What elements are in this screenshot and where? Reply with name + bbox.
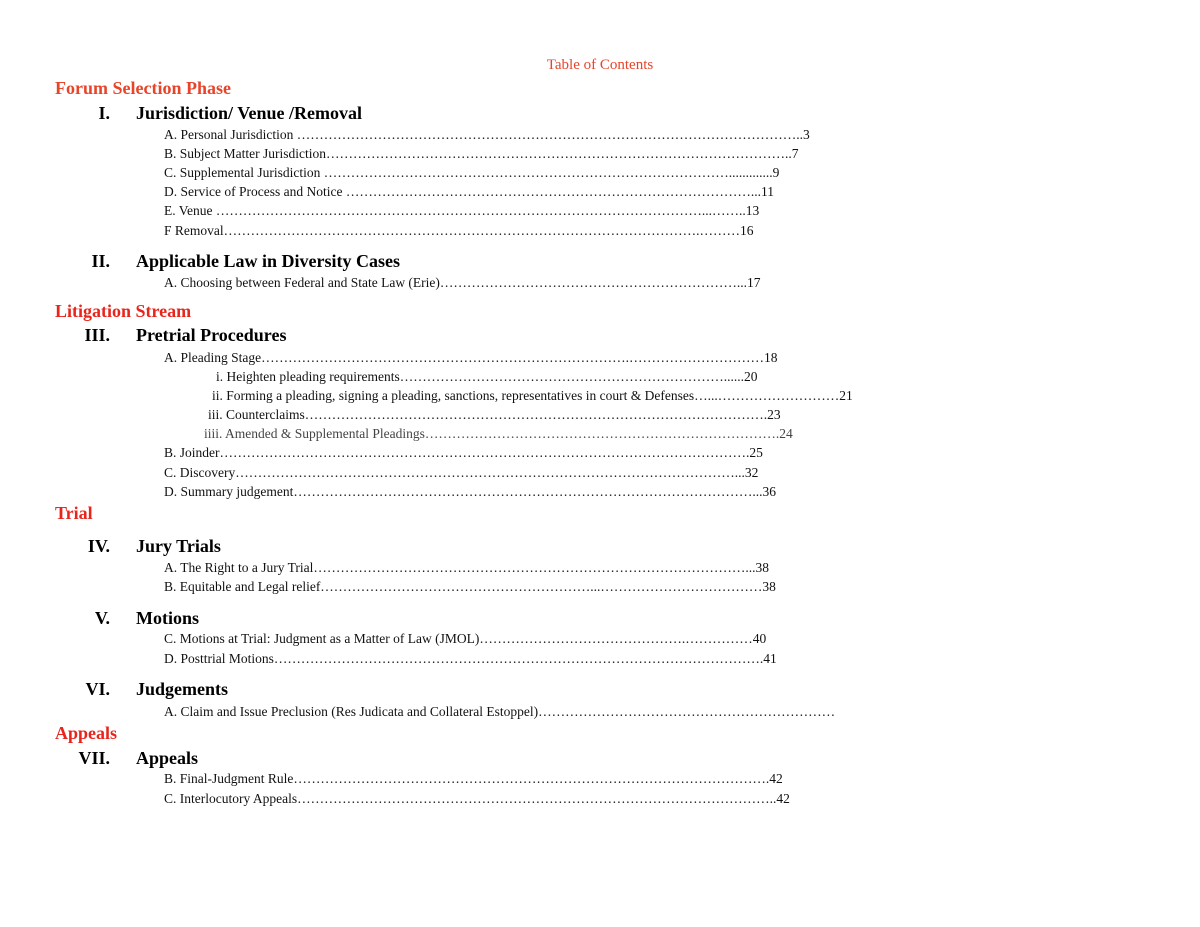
section-title: Motions [136, 608, 199, 628]
toc-entry[interactable]: D. Posttrial Motions……………………………………………………………………………………………….41 [164, 651, 777, 666]
toc-entry[interactable]: C. Supplemental Jurisdiction ……………………………………………………………………………….............9 [164, 165, 780, 180]
toc-subentry[interactable]: iiii. Amended & Supplemental Pleadings…………………………………………………………………….24 [204, 426, 793, 441]
section-title: Appeals [136, 748, 199, 768]
toc-subentry[interactable]: iii. Counterclaims………………………………………………………………………………………….23 [208, 407, 781, 422]
section-number: II. [91, 251, 110, 271]
toc-entry[interactable]: A. Personal Jurisdiction …………………………………………………………………………………………………..3 [164, 127, 810, 142]
toc-entry[interactable]: E. Venue ………………………………………………………………………………………………...……..13 [164, 203, 760, 218]
toc-entry[interactable]: C. Interlocutory Appeals……………………………………………………………………………………………..42 [164, 791, 790, 806]
toc-entry[interactable]: D. Service of Process and Notice ………………………………………………………………………………...11 [164, 184, 774, 199]
toc-entry[interactable]: F Removal…………………………………………………………………………………………….………16 [164, 223, 754, 238]
section-number: IV. [87, 536, 110, 556]
toc-entry[interactable]: A. The Right to a Jury Trial……………………………………………………………………………………...38 [164, 560, 770, 575]
section-title: Jurisdiction/ Venue /Removal [136, 103, 363, 123]
toc-entry[interactable]: B. Equitable and Legal relief……………………………………………………...………………………………38 [164, 579, 776, 594]
toc-entry[interactable]: A. Claim and Issue Preclusion (Res Judicata and Collateral Estoppel)………………………………………………………… [164, 704, 836, 719]
toc-entry[interactable]: B. Subject Matter Jurisdiction…………………………………………………………………………………………..7 [164, 146, 799, 161]
toc-entry[interactable]: C. Motions at Trial: Judgment as a Matter of Law (JMOL)……………………………………….……………40 [164, 631, 767, 646]
section-title: Judgements [136, 679, 229, 699]
section-title: Jury Trials [136, 536, 221, 556]
toc-entry[interactable]: A. Choosing between Federal and State Law (Erie)…………………………………………………………...17 [164, 275, 761, 290]
toc-entry[interactable]: D. Summary judgement…………………………………………………………………………………………...36 [164, 484, 776, 499]
section-title: Applicable Law in Diversity Cases [136, 251, 401, 271]
toc-entry[interactable]: B. Joinder……………………………………………………………………………………………………….25 [164, 445, 763, 460]
toc-entry[interactable]: A. Pleading Stage……………………………………………………………………….…………………………18 [164, 350, 778, 365]
section-number: VI. [85, 679, 110, 699]
phase-heading: Appeals [55, 723, 118, 743]
section-title: Pretrial Procedures [136, 325, 287, 345]
toc-entry[interactable]: C. Discovery…………………………………………………………………………………………………...32 [164, 465, 759, 480]
section-number: III. [84, 325, 110, 345]
phase-heading: Litigation Stream [55, 301, 192, 321]
toc-subentry[interactable]: i. Heighten pleading requirements………………………………………………………………......20 [216, 369, 758, 384]
section-number: VII. [78, 748, 110, 768]
toc-subentry[interactable]: ii. Forming a pleading, signing a pleading, sanctions, representatives in court & Defenses…...………………………21 [212, 388, 853, 403]
section-number: I. [98, 103, 110, 123]
phase-heading: Forum Selection Phase [55, 78, 231, 98]
toc-entry[interactable]: B. Final-Judgment Rule…………………………………………………………………………………………….42 [164, 771, 783, 786]
phase-heading: Trial [55, 503, 93, 523]
toc-title: Table of Contents [546, 57, 654, 73]
section-number: V. [94, 608, 110, 628]
